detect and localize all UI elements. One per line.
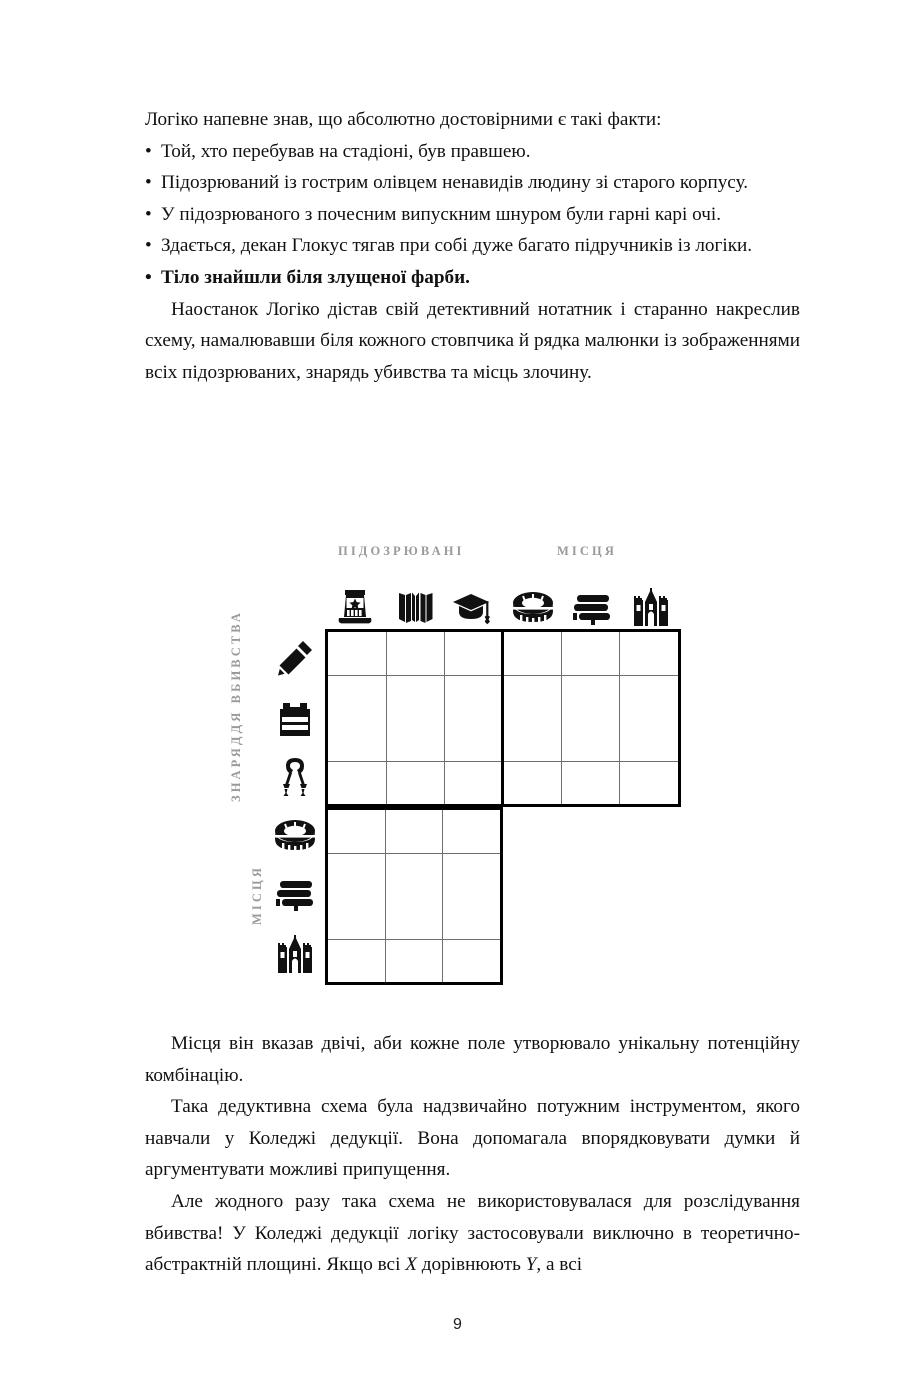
final-text-part-2: дорівнюють bbox=[416, 1254, 526, 1276]
column-header-icons bbox=[325, 570, 681, 628]
grid-row bbox=[328, 632, 678, 675]
backpack-icon bbox=[276, 698, 314, 738]
grid-cell[interactable] bbox=[328, 810, 385, 853]
grid-row bbox=[328, 675, 678, 761]
row-icon-slot bbox=[266, 926, 324, 985]
book-stack-icon bbox=[274, 878, 316, 914]
grid-cell[interactable] bbox=[328, 675, 386, 761]
grid-cell[interactable] bbox=[561, 761, 619, 804]
pencil-icon bbox=[275, 639, 315, 679]
grid-cell[interactable] bbox=[443, 853, 500, 939]
column-icon-slot bbox=[444, 570, 503, 628]
grid-table-bottom bbox=[328, 810, 500, 982]
row-group-label-places: МІСЦЯ bbox=[250, 865, 264, 925]
row-icon-slot bbox=[266, 866, 324, 925]
column-group-label-places: МІСЦЯ bbox=[557, 544, 617, 558]
grid-cell[interactable] bbox=[443, 810, 500, 853]
grid-row bbox=[328, 853, 500, 939]
top-text-block bbox=[145, 104, 800, 388]
facts-list bbox=[145, 136, 800, 294]
row-icon-slot bbox=[266, 629, 324, 688]
fact-item: • У підозрюваного з почесним випускним шнуром були гарні карі очі. bbox=[145, 199, 800, 231]
grid-cell[interactable] bbox=[385, 810, 442, 853]
open-book-icon bbox=[395, 588, 433, 628]
fact-item: • Підозрюваний із гострим олівцем ненавидів людину зі старого корпусу. bbox=[145, 167, 800, 199]
grid-cell[interactable] bbox=[503, 675, 561, 761]
castle-icon bbox=[632, 588, 670, 628]
grid-cell[interactable] bbox=[386, 675, 444, 761]
stadium-icon bbox=[274, 818, 316, 856]
final-text-part-1: Але жодного разу така схема не використовувалася для розслідування вбивства! У Коледжі дедукції логіку застосовували виключно в теоретично-абстрактній площині. Якщо всі bbox=[145, 1190, 800, 1276]
grid-block-weapons-by-all bbox=[325, 629, 681, 807]
closing-paragraph-final bbox=[145, 1186, 800, 1281]
stadium-icon bbox=[512, 590, 554, 628]
grid-row bbox=[328, 761, 678, 804]
grid-cell[interactable] bbox=[620, 675, 678, 761]
narrative-paragraph: Наостанок Логіко дістав свій детективний нотатник і старанно накреслив схему, намалювавши біля кожного стовпчика й рядка малюнки із зображеннями всіх підозрюваних, знарядь убивства та місць злочину. bbox=[145, 298, 800, 383]
page-number: 9 bbox=[453, 1316, 462, 1333]
column-icon-slot bbox=[325, 570, 384, 628]
row-icon-slot bbox=[266, 807, 324, 866]
column-icon-slot bbox=[622, 570, 681, 628]
row-icon-slot bbox=[266, 748, 324, 807]
grid-row bbox=[328, 939, 500, 982]
bottom-text-block bbox=[145, 1028, 800, 1281]
grid-cell[interactable] bbox=[328, 939, 385, 982]
deduction-grid-figure bbox=[0, 540, 915, 1000]
grid-block-places-by-suspects bbox=[325, 807, 503, 985]
grid-cell[interactable] bbox=[385, 939, 442, 982]
column-icon-slot bbox=[384, 570, 443, 628]
variable-y: Y bbox=[525, 1254, 537, 1276]
column-icon-slot bbox=[562, 570, 621, 628]
grid-cell[interactable] bbox=[386, 632, 444, 675]
grid-cell[interactable] bbox=[620, 761, 678, 804]
grid-cell[interactable] bbox=[445, 675, 503, 761]
closing-paragraph: Така дедуктивна схема була надзвичайно потужним інструментом, якого навчали у Коледжі дедукції. Вона допомагала впорядковувати думки й аргументувати можливі припущення. bbox=[145, 1096, 800, 1181]
closing-paragraph: Місця він вказав двічі, аби кожне поле утворювало унікальну потенційну комбінацію. bbox=[145, 1033, 800, 1086]
grid-cell[interactable] bbox=[385, 853, 442, 939]
column-group-label-suspects: ПІДОЗРЮВАНІ bbox=[338, 544, 465, 558]
variable-x: X bbox=[405, 1254, 417, 1276]
grid-cell[interactable] bbox=[445, 761, 503, 804]
graduation-cap-icon bbox=[453, 588, 493, 628]
fact-item: • Той, хто перебував на стадіоні, був правшею. bbox=[145, 136, 800, 168]
column-icon-slot bbox=[503, 570, 562, 628]
honor-cord-icon bbox=[276, 756, 314, 798]
castle-icon bbox=[276, 935, 314, 975]
grid-cell[interactable] bbox=[561, 675, 619, 761]
grid-cell[interactable] bbox=[386, 761, 444, 804]
top-hat-icon bbox=[336, 588, 374, 628]
grid-cell[interactable] bbox=[561, 632, 619, 675]
grid-cell[interactable] bbox=[503, 632, 561, 675]
grid-cell[interactable] bbox=[328, 853, 385, 939]
grid-cell[interactable] bbox=[328, 761, 386, 804]
grid-row bbox=[328, 810, 500, 853]
intro-paragraph: Логіко напевне знав, що абсолютно достовірними є такі факти: bbox=[145, 109, 662, 130]
grid-cell[interactable] bbox=[445, 632, 503, 675]
final-text-part-3: , а всі bbox=[536, 1254, 583, 1276]
fact-item: • Здається, декан Глокус тягав при собі дуже багато підручників із логіки. bbox=[145, 230, 800, 262]
grid-table-top bbox=[328, 632, 678, 804]
book-stack-icon bbox=[571, 592, 613, 628]
row-header-icons bbox=[266, 629, 324, 985]
fact-item-highlighted: • Тіло знайшли біля злущеної фарби. bbox=[145, 262, 800, 294]
grid-cell[interactable] bbox=[503, 761, 561, 804]
row-group-label-weapons: ЗНАРЯДДЯ ВБИВСТВА bbox=[229, 609, 243, 802]
grid-cell[interactable] bbox=[443, 939, 500, 982]
grid-cell[interactable] bbox=[328, 632, 386, 675]
grid-cell[interactable] bbox=[620, 632, 678, 675]
row-icon-slot bbox=[266, 688, 324, 747]
